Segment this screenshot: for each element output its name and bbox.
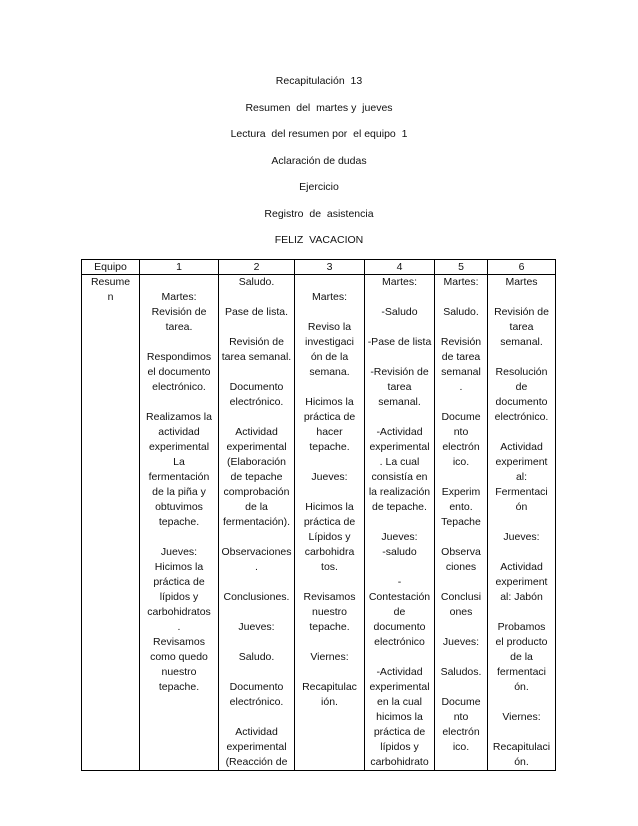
table-cell: Martes Revisión de tarea semanal. Resolución de documento electrónico. Actividad experiment al: Fermentaci ón Jueves: Actividad experiment al: Jabón Probamos el producto de la fermentaci ón. Viernes: Recapitulaci ón. — [488, 275, 556, 771]
header-line: Ejercicio — [299, 181, 339, 193]
summary-table — [81, 259, 556, 771]
column-header: 2 — [219, 260, 295, 275]
table-cell: Saludo. Pase de lista. Revisión de tarea semanal. Documento electrónico. Actividad experimental (Elaboración de tepache comprobación de la fermentación). Observaciones . Conclusiones. Jueves: Saludo. Documento electrónico. Actividad experimental (Reacción de — [219, 275, 295, 771]
document-header — [0, 68, 638, 254]
header-line: Registro de asistencia — [264, 207, 374, 220]
table-cell: Martes: -Saludo -Pase de lista -Revisión de tarea semanal. -Actividad experimental . La cual consistía en la realización de tepache. Jueves: -saludo - Contestación de documento electrónico -Actividad experimental en la cual hicimos la práctica de lípidos y carbohidrato — [365, 275, 435, 771]
table-cell: Martes: Revisión de tarea. Respondimos el documento electrónico. Realizamos la actividad experimental La fermentación de la piña y obtuvimos tepache. Jueves: Hicimos la práctica de lípidos y carbohidratos . Revisamos como quedo nuestro tepache. — [140, 275, 219, 771]
header-line: Recapitulación 13 — [275, 75, 363, 87]
table-header-row — [82, 260, 556, 275]
header-line: Aclaración de dudas — [271, 154, 367, 167]
header-line: Lectura del resumen por el equipo 1 — [230, 128, 408, 140]
table-cell: Martes: Saludo. Revisión de tarea semanal . Docume nto electrón ico. Experim ento. Tepache Observa ciones Conclusi ones Jueves: Saludos. Docume nto electrón ico. — [435, 275, 488, 771]
row-label-cell: Resume n — [82, 275, 140, 771]
column-header: 3 — [295, 260, 365, 275]
column-header: Equipo — [82, 260, 140, 275]
table-row — [82, 275, 556, 771]
header-line: Resumen del martes y jueves — [245, 101, 393, 114]
column-header: 4 — [365, 260, 435, 275]
header-line: FELIZ VACACION — [274, 234, 364, 246]
column-header: 1 — [140, 260, 219, 275]
column-header: 6 — [488, 260, 556, 275]
table-cell: Martes: Reviso la investigaci ón de la semana. Hicimos la práctica de hacer tepache. Jueves: Hicimos la práctica de Lípidos y carbohidra tos. Revisamos nuestro tepache. Viernes: Recapitulac ión. — [295, 275, 365, 771]
column-header: 5 — [435, 260, 488, 275]
